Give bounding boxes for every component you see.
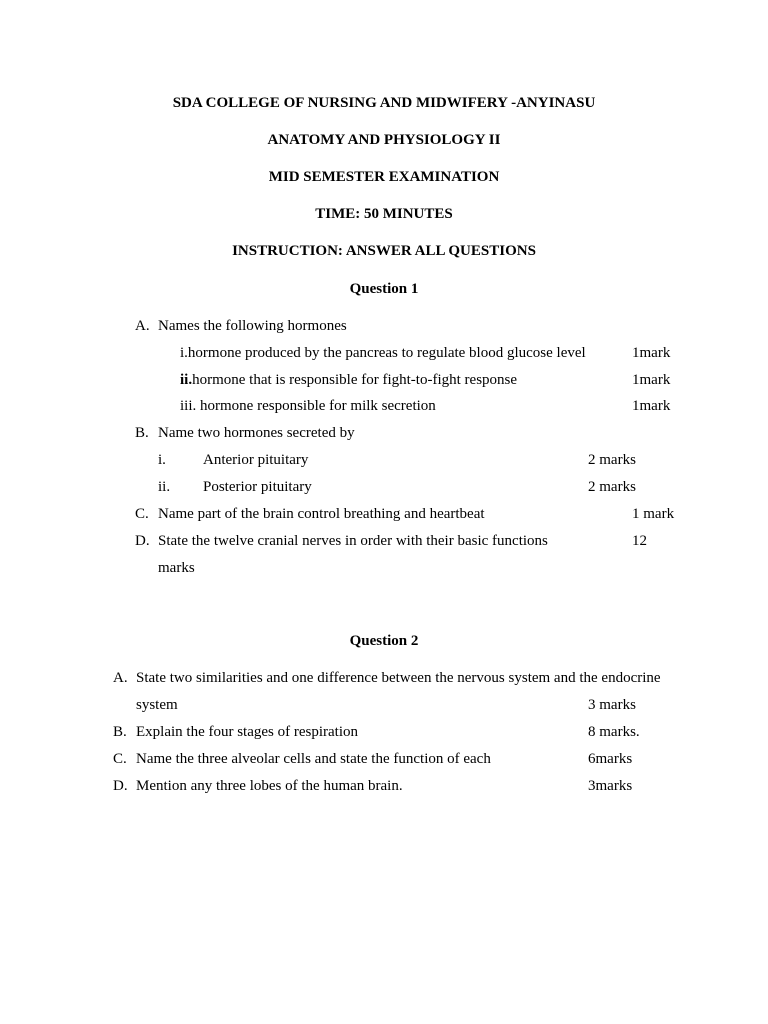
q1-b-letter: B. <box>135 425 149 441</box>
q1-a-ii-marks: 1mark <box>632 372 671 388</box>
q1-a-iii-label: iii. <box>180 398 197 414</box>
q1-b-ii-marks: 2 marks <box>588 479 636 495</box>
q2-d-marks: 3marks <box>588 778 633 794</box>
q1-a-ii-text: hormone that is responsible for fight-to-fight response <box>192 372 518 388</box>
q2-b-text: Explain the four stages of respiration <box>136 724 359 740</box>
q1-a-i-marks: 1mark <box>632 345 671 361</box>
q2-c-marks: 6marks <box>588 751 633 767</box>
q1-b-ii-text: Posterior pituitary <box>203 479 312 495</box>
q1-d-text: State the twelve cranial nerves in order with their basic functions <box>158 533 548 549</box>
question-1-title: Question 1 <box>349 281 419 297</box>
q2-a-letter: A. <box>113 670 128 686</box>
q1-d-continuation: marks <box>158 560 195 576</box>
q1-a-i <box>180 344 586 362</box>
q1-a-iii-marks: 1mark <box>632 398 671 414</box>
exam-instruction: INSTRUCTION: ANSWER ALL QUESTIONS <box>232 243 536 259</box>
q1-d-marks: 12 <box>632 533 647 549</box>
q1-b-text: Name two hormones secreted by <box>158 425 355 441</box>
q1-b-i-marks: 2 marks <box>588 452 636 468</box>
q1-a-iii <box>180 397 436 415</box>
q1-a-i-label: i. <box>180 345 188 361</box>
q1-d-letter: D. <box>135 533 150 549</box>
q1-a-letter: A. <box>135 318 150 334</box>
q1-c-letter: C. <box>135 506 149 522</box>
course-title: ANATOMY AND PHYSIOLOGY II <box>267 132 501 148</box>
q2-b-letter: B. <box>113 724 127 740</box>
q1-b-i-label: i. <box>158 452 166 468</box>
q1-b-i-text: Anterior pituitary <box>203 452 309 468</box>
q2-d-letter: D. <box>113 778 128 794</box>
exam-time: TIME: 50 MINUTES <box>315 206 453 222</box>
q2-d-text: Mention any three lobes of the human brain. <box>136 778 403 794</box>
college-name: SDA COLLEGE OF NURSING AND MIDWIFERY -ANYINASU <box>172 95 596 111</box>
q1-c-marks: 1 mark <box>632 506 675 522</box>
q2-a-text: State two similarities and one difference between the nervous system and the endocrine <box>136 670 661 686</box>
exam-title: MID SEMESTER EXAMINATION <box>268 169 500 185</box>
q1-a-i-text: hormone produced by the pancreas to regulate blood glucose level <box>187 345 586 361</box>
question-2-title: Question 2 <box>349 633 419 649</box>
q2-c-text: Name the three alveolar cells and state the function of each <box>136 751 491 767</box>
q1-a-text: Names the following hormones <box>158 318 347 334</box>
q1-c-text: Name part of the brain control breathing and heartbeat <box>158 506 485 522</box>
q1-a-ii-label: ii. <box>180 372 193 388</box>
q2-a-continuation: system <box>136 697 178 713</box>
q2-c-letter: C. <box>113 751 127 767</box>
q1-b-ii-label: ii. <box>158 479 171 495</box>
q1-a-iii-text: hormone responsible for milk secretion <box>196 398 436 414</box>
q1-a-ii <box>180 371 517 389</box>
q2-b-marks: 8 marks. <box>588 724 640 740</box>
q2-a-marks: 3 marks <box>588 697 636 713</box>
